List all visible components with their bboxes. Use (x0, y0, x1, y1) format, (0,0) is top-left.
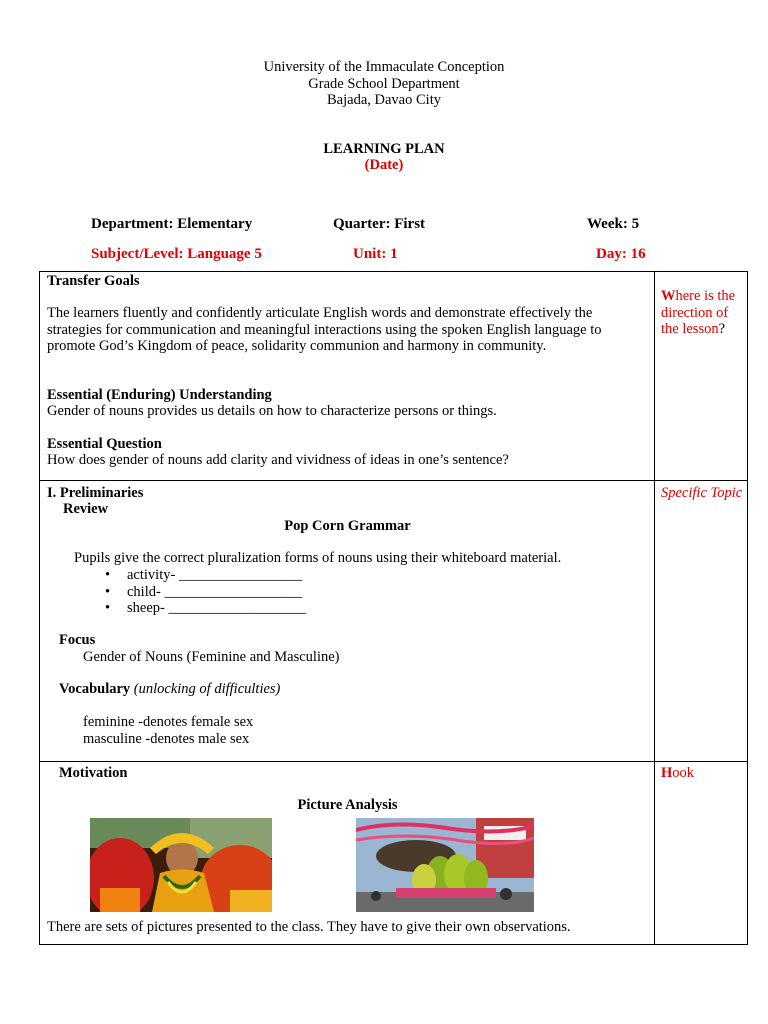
vocab-masculine: masculine -denotes male sex (83, 731, 250, 747)
prelim-side-note: Specific Topic (661, 485, 743, 501)
meta-unit: Unit: 1 (353, 246, 398, 262)
university-name: University of the Immaculate Conception (263, 59, 505, 75)
preliminaries-cell (40, 481, 655, 762)
list-item: • sheep- ___________________ (127, 600, 648, 617)
address: Bajada, Davao City (327, 92, 441, 108)
page-title: LEARNING PLAN (323, 141, 445, 157)
meta-department: Department: Elementary (91, 216, 253, 232)
department-name: Grade School Department (308, 76, 460, 92)
learning-plan-table (39, 271, 748, 945)
meta-subject: Subject/Level: Language 5 (91, 246, 262, 262)
motivation-cell (40, 762, 655, 945)
review-heading: Review (63, 501, 109, 517)
transfer-side-cell (655, 272, 748, 481)
review-instruction: Pupils give the correct pluralization forms of nouns using their whiteboard material. (74, 550, 562, 566)
focus-text: Gender of Nouns (Feminine and Masculine) (83, 649, 340, 665)
date-label: (Date) (364, 157, 404, 173)
eq-text: How does gender of nouns add clarity and vividness of ideas in one’s sentence? (47, 452, 509, 468)
preliminaries-heading: I. Preliminaries (47, 485, 144, 501)
eq-heading: Essential Question (47, 436, 162, 452)
prelim-side-cell (655, 481, 748, 762)
festival-dancer-photo (90, 818, 272, 912)
vocabulary-line: Vocabulary (unlocking of difficulties) (59, 681, 281, 697)
list-item: • child- ___________________ (127, 584, 648, 601)
motivation-text: There are sets of pictures presented to the class. They have to give their own observations. (47, 919, 571, 935)
motivation-side-note: Hook (661, 765, 695, 781)
focus-heading: Focus (59, 632, 96, 648)
pop-corn-title: Pop Corn Grammar (284, 518, 411, 534)
motivation-side-cell (655, 762, 748, 945)
list-item: • activity- _________________ (127, 567, 648, 584)
transfer-goals-text: The learners fluently and confidently articulate English words and demonstrate effectively the strategies for communication and meaningful interactions using the spoken English language to promote God’s Kingdom of peace, solidarity communion and harmony in community. (47, 305, 602, 354)
picture-analysis-title: Picture Analysis (297, 797, 398, 813)
eu-heading: Essential (Enduring) Understanding (47, 387, 272, 403)
meta-quarter: Quarter: First (333, 216, 426, 232)
transfer-side-note: Where is the direction of the lesson? (661, 288, 736, 337)
meta-day: Day: 16 (596, 246, 646, 262)
review-list (127, 567, 648, 617)
vocab-feminine: feminine -denotes female sex (83, 714, 254, 730)
transfer-goals-cell (40, 272, 655, 481)
meta-week: Week: 5 (587, 216, 640, 232)
eu-text: Gender of nouns provides us details on how to characterize persons or things. (47, 403, 497, 419)
durian-float-photo (356, 818, 534, 912)
transfer-goals-heading: Transfer Goals (47, 273, 140, 289)
motivation-heading: Motivation (59, 765, 128, 781)
